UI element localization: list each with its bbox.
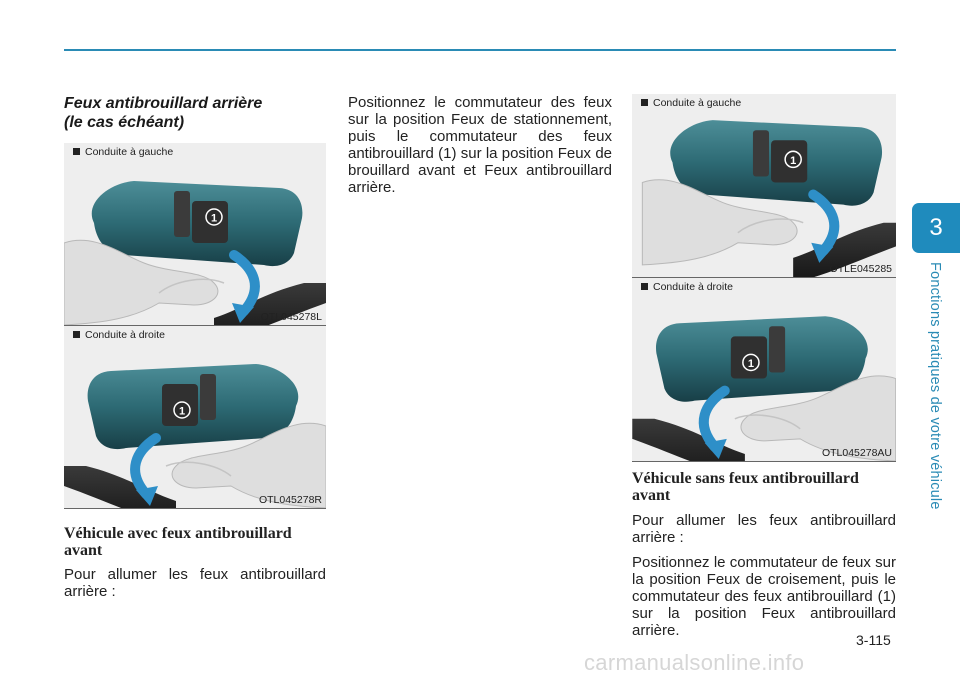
figure-caption-text: Conduite à gauche xyxy=(653,97,742,109)
middle-column xyxy=(348,94,612,196)
section-title xyxy=(64,94,326,132)
right-column xyxy=(632,94,896,639)
square-bullet-icon xyxy=(73,331,80,338)
watermark: carmanualsonline.info xyxy=(584,650,805,675)
square-bullet-icon xyxy=(641,283,648,290)
chapter-title: Fonctions pratiques de votre véhicule xyxy=(927,262,943,510)
figure-rhd-left xyxy=(64,326,326,509)
lever-illustration xyxy=(64,326,326,509)
figure-caption-text: Conduite à droite xyxy=(653,281,733,293)
section-title-line1: Feux antibrouillard arrière xyxy=(64,95,263,112)
lever-illustration xyxy=(632,94,896,278)
figure-caption xyxy=(641,97,741,109)
figure-lhd-right xyxy=(632,94,896,278)
callout-1-label: 1 xyxy=(178,405,186,418)
figure-rule xyxy=(64,508,326,509)
figure-caption-text: Conduite à droite xyxy=(85,329,165,341)
paragraph: Positionnez le commutateur des feux sur la position Feux de stationnement, puis le commutateur des feux antibrouillard (1) sur la position Feux de brouillard avant et Feux antibrouillard arrière. xyxy=(348,94,612,196)
paragraph: Pour allumer les feux antibrouillard arrière : xyxy=(64,566,326,600)
figure-caption xyxy=(641,281,733,293)
figure-lhd-left xyxy=(64,143,326,326)
figure-code: OTL045278L xyxy=(260,311,322,323)
figure-code: OTL045278AU xyxy=(821,447,892,459)
square-bullet-icon xyxy=(641,99,648,106)
figure-caption xyxy=(73,329,165,341)
figure-rule xyxy=(632,461,896,462)
figure-rhd-right xyxy=(632,278,896,462)
subhead-with-front-fog: Véhicule avec feux antibrouillard avant xyxy=(64,525,292,559)
lever-illustration xyxy=(632,278,896,462)
section-title-line2: (le cas échéant) xyxy=(64,114,185,131)
figure-caption xyxy=(73,146,173,158)
subhead-without-front-fog: Véhicule sans feux antibrouillard avant xyxy=(632,470,859,504)
figure-code: OTL045278R xyxy=(258,494,322,506)
square-bullet-icon xyxy=(73,148,80,155)
callout-1-label: 1 xyxy=(790,154,797,167)
lever-illustration xyxy=(64,143,326,326)
chapter-number: 3 xyxy=(929,214,943,241)
paragraph: Positionnez le commutateur de feux sur la position Feux de croisement, puis le commutateur des feux antibrouillard (1) sur la position Feux antibrouillard arrière. xyxy=(632,554,896,639)
callout-1-label: 1 xyxy=(210,212,218,225)
callout-1-label: 1 xyxy=(747,357,755,370)
chapter-tab xyxy=(912,203,960,253)
left-column xyxy=(64,94,326,600)
figure-code: OTLE045285 xyxy=(829,263,892,275)
top-rule xyxy=(64,49,896,51)
paragraph: Pour allumer les feux antibrouillard arrière : xyxy=(632,512,896,546)
figure-caption-text: Conduite à gauche xyxy=(85,146,174,158)
page-number: 3-115 xyxy=(856,632,891,648)
